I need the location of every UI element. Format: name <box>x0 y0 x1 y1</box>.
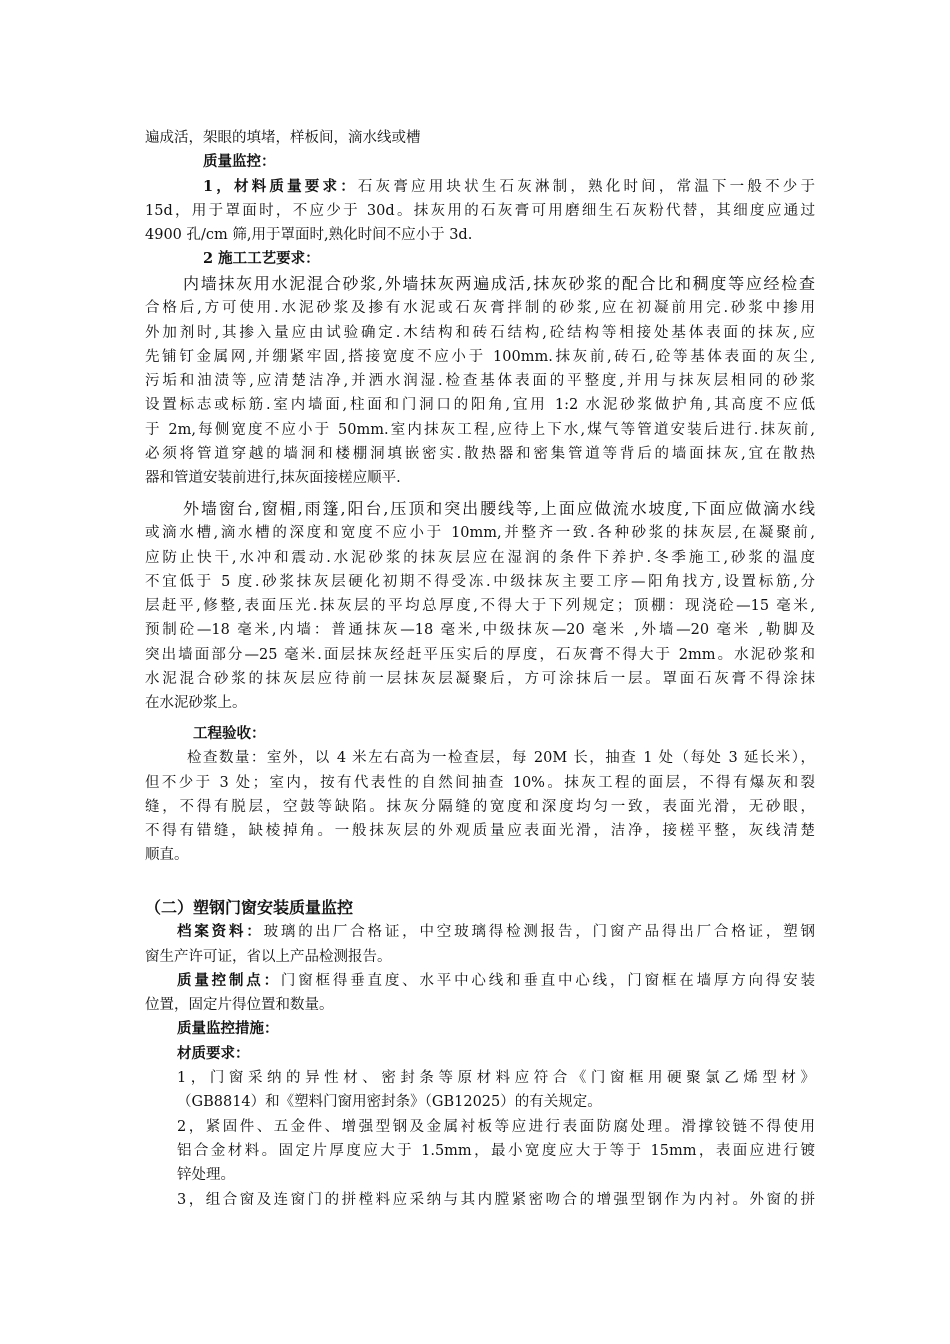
section-acceptance <box>145 722 815 868</box>
paragraph-line: 缝，不得有脱层，空鼓等缺陷。抹灰分隔缝的宽度和深度均匀一致，表面光滑，无砂眼， <box>145 798 815 815</box>
paragraph-line: 但不少于 3 处；室内，按有代表性的自然间抽查 10%。抹灰工程的面层，不得有爆灰和裂 <box>145 774 815 791</box>
requirement-line: 3，组合窗及连窗门的拼樘料应采纳与其内膛紧密吻合的增强型钢作为内衬。外窗的拼 <box>177 1191 815 1208</box>
paragraph-line: 突出墙面部分—25 毫米.面层抹灰经赶平压实后的厚度，石灰膏不得大于 2mm。水泥砂浆和 <box>145 646 815 663</box>
paragraph-line: 合格后,方可使用.水泥砂浆及掺有水泥或石灰膏拌制的砂浆,应在初凝前用完.砂浆中掺用 <box>145 300 815 317</box>
heading-archive: 档案资料： <box>177 923 264 941</box>
material-requirements-line-1 <box>145 175 815 199</box>
requirement-line: （GB8814）和《塑料门窗用密封条》（GB12025）的有关规定。 <box>177 1094 602 1111</box>
heading-control-measures: 质量监控措施： <box>177 1020 279 1038</box>
paragraph-exterior-plaster <box>145 497 815 716</box>
paragraph-line: 预制砼—18 毫米,内墙：普通抹灰—18 毫米,中级抹灰—20 毫米 ,外墙—20 毫米 ,勒脚及 <box>145 622 815 639</box>
heading-material-spec: 材质要求： <box>177 1044 250 1062</box>
material-requirements-line-2: 15d，用于罩面时，不应少于 30d。抹灰用的石灰膏可用磨细生石灰粉代替，其细度应通过 <box>145 202 815 219</box>
paragraph-line: 器和管道安装前进行,抹灰面接槎应顺平. <box>145 470 401 487</box>
archive-text: 玻璃的出厂合格证，中空玻璃得检测报告，门窗产品得出厂合格证，塑钢 <box>263 924 815 941</box>
paragraph-line: 污垢和油渍等,应清楚洁净,并洒水润湿.检查基体表面的平整度,并用与抹灰层相同的砂浆 <box>145 373 815 390</box>
paragraph-line: 必须将管道穿越的墙洞和楼棚洞填嵌密实.散热器和密集管道等背后的墙面抹灰,宜在散热 <box>145 446 815 463</box>
requirement-line: 铝合金材料。固定片厚度应大于 1.5mm，最小宽度应大于等于 15mm，表面应进行镀 <box>177 1142 815 1159</box>
paragraph-line: 外加剂时,其掺入量应由试验确定.木结构和砖石结构,砼结构等相接处基体表面的抹灰,应 <box>145 324 815 341</box>
paragraph-line: 不得有错缝，缺棱掉角。一般抹灰层的外观质量应表面光滑，洁净，接槎平整，灰线清楚 <box>145 823 815 840</box>
requirement-line: 1，门窗采纳的异性材、密封条等原材料应符合《门窗框用硬聚氯乙烯型材》 <box>177 1070 815 1087</box>
heading-material-requirements: 1，材料质量要求： <box>203 177 358 195</box>
paragraph-line: 顺直。 <box>145 847 189 864</box>
heading-acceptance: 工程验收： <box>193 725 266 742</box>
material-requirements-line-3: 4900 孔/cm 筛,用于罩面时,熟化时间不应小于 3d. <box>145 227 473 244</box>
paragraph-line: 检查数量：室外，以 4 米左右高为一检查层，每 20M 长，抽查 1 处（每处 3 延长米）， <box>187 750 815 767</box>
section-quality-control <box>145 126 815 272</box>
paragraph-line: 先铺钉金属网,并绷紧牢固,搭接宽度不应小于 100mm.抹灰前,砖石,砼等基体表面的灰尘, <box>145 348 815 365</box>
paragraph-line: 层赶平,修整,表面压光.抹灰层的平均总厚度,不得大于下列规定；顶棚：现浇砼—15 毫米, <box>145 598 815 615</box>
archive-line-2: 窗生产许可证，省以上产品检测报告。 <box>145 948 392 965</box>
paragraph-line: 于 2m,每侧宽度不应小于 50mm.室内抹灰工程,应待上下水,煤气等管道安装后进行.抹灰前, <box>145 421 815 438</box>
paragraph-line: 外墙窗台,窗楣,雨篷,阳台,压顶和突出腰线等,上面应做流水坡度,下面应做滴水线 <box>183 499 815 518</box>
paragraph-interior-plaster <box>145 272 815 491</box>
material-text-1: 石灰膏应用块状生石灰淋制，熟化时间，常温下一般不少于 <box>357 178 815 195</box>
paragraph-line: 内墙抹灰用水泥混合砂浆,外墙抹灰两遍成活,抹灰砂浆的配合比和稠度等应经检查 <box>183 274 815 293</box>
requirement-line: 锌处理。 <box>177 1167 235 1184</box>
control-point-line-2: 位置，固定片得位置和数量。 <box>145 997 334 1014</box>
paragraph-line: 不宜低于 5 度.砂浆抹灰层硬化初期不得受冻.中级抹灰主要工序—阳角找方,设置标筋,分 <box>145 573 815 590</box>
heading-quality-control: 质量监控： <box>203 153 276 171</box>
paragraph-line: 在水泥砂浆上。 <box>145 695 247 712</box>
paragraph-line: 应防止快干,水冲和震动.水泥砂浆的抹灰层应在湿润的条件下养护.冬季施工,砂浆的温度 <box>145 549 815 566</box>
control-point-line-1 <box>145 969 815 993</box>
control-text: 门窗框得垂直度、水平中心线和垂直中心线，门窗框在墙厚方向得安装 <box>280 972 815 989</box>
section-plastic-steel-windows <box>145 896 815 1212</box>
heading-process-requirements: 2 施工工艺要求： <box>203 250 320 268</box>
paragraph-line: 水泥混合砂浆的抹灰层应待前一层抹灰层凝聚后，方可涂抹后一层。罩面石灰膏不得涂抹 <box>145 671 815 688</box>
paragraph-line: 或滴水槽,滴水槽的深度和宽度不应小于 10mm,并整齐一致.各种砂浆的抹灰层,在凝聚前, <box>145 525 815 542</box>
continued-text-line: 遍成活，架眼的填堵，样板间，滴水线或槽 <box>145 130 421 146</box>
section-title: （二）塑钢门窗安装质量监控 <box>145 898 354 917</box>
heading-control-points: 质量控制点： <box>177 971 281 989</box>
paragraph-line: 设置标志或标筋.室内墙面,柱面和门洞口的阳角,宜用 1:2 水泥砂浆做护角,其高度不应低 <box>145 397 815 414</box>
requirement-line: 2，紧固件、五金件、增强型钢及金属衬板等应进行表面防腐处理。滑撑铰链不得使用 <box>177 1118 815 1135</box>
archive-line-1 <box>145 920 815 944</box>
